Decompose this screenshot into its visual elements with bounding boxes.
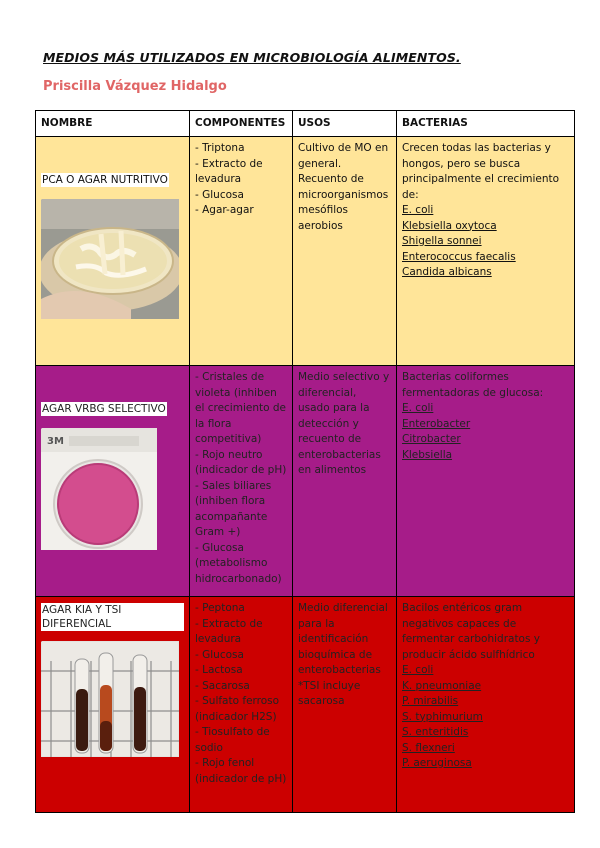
use-item: Recuento de microorganismos mesófilos aerobios (298, 173, 389, 232)
bacteria-link[interactable]: E. coli (402, 402, 434, 414)
bacteria-intro: Crecen todas las bacterias y hongos, pero se busca principalmente el crecimiento de: (402, 142, 560, 201)
author-name: Priscilla Vázquez Hidalgo (43, 79, 227, 94)
component-item: - Extracto de levadura (195, 617, 263, 645)
component-item: - Sacarosa (195, 679, 250, 692)
components-cell (190, 137, 293, 366)
bacteria-intro: Bacterias coliformes fermentadoras de glucosa: (402, 371, 544, 399)
pca-plate-photo (41, 199, 184, 325)
bacteria-cell (397, 597, 575, 813)
bacteria-link[interactable]: S. typhimurium (402, 710, 483, 723)
header-bacterias: BACTERIAS (397, 111, 575, 137)
uses-cell (293, 597, 397, 813)
bacteria-link[interactable]: P. mirabilis (402, 695, 459, 707)
document-title: MEDIOS MÁS UTILIZADOS EN MICROBIOLOGÍA ALIMENTOS. (43, 50, 461, 65)
component-item: - Glucosa (metabolismo hidrocarbonado) (195, 541, 282, 585)
component-item: - Sales biliares (inhiben flora acompañante Gram +) (195, 479, 272, 538)
component-item: - Extracto de levadura (195, 157, 263, 185)
bacteria-link[interactable]: Candida albicans (402, 266, 492, 278)
medium-name: AGAR KIA Y TSI DIFERENCIAL (41, 603, 184, 631)
bacteria-link[interactable]: S. flexneri (402, 741, 455, 754)
bacteria-link[interactable]: E. coli (402, 664, 434, 676)
component-item: - Peptona (195, 602, 245, 614)
use-item: *TSI incluye sacarosa (298, 679, 361, 707)
use-item: Cultivo de MO en general. (298, 142, 389, 170)
kia-tsi-tubes-photo (41, 641, 184, 763)
bacteria-link[interactable]: Klebsiella oxytoca (402, 219, 497, 232)
components-cell (190, 366, 293, 597)
component-item: - Sulfato ferroso (indicador H2S) (195, 695, 280, 723)
bacteria-link[interactable]: P. aeruginosa (402, 757, 472, 769)
component-item: - Glucosa (195, 188, 244, 201)
media-table (35, 110, 575, 813)
header-componentes: COMPONENTES (190, 111, 293, 137)
component-item: - Glucosa (195, 648, 244, 661)
component-item: - Tiosulfato de sodio (195, 726, 270, 754)
bacteria-cell (397, 366, 575, 597)
bacteria-link[interactable]: Enterococcus faecalis (402, 250, 516, 263)
component-item: - Rojo neutro (indicador de pH) (195, 448, 287, 476)
vrbg-plate-photo (41, 428, 184, 556)
component-item: - Cristales de violeta (inhiben el crecimiento de la flora competitiva) (195, 371, 286, 445)
component-item: - Agar-agar (195, 204, 254, 216)
bacteria-link[interactable]: Klebsiella (402, 448, 453, 461)
brand-label: 3M (47, 435, 64, 447)
medium-name: AGAR VRBG SELECTIVO (42, 403, 166, 415)
table-row (36, 137, 575, 366)
component-item: - Lactosa (195, 664, 243, 676)
components-cell (190, 597, 293, 813)
medium-name: PCA O AGAR NUTRITIVO (42, 174, 168, 186)
component-item: - Rojo fenol (indicador de pH) (195, 757, 287, 785)
bacteria-intro: Bacilos entéricos gram negativos capaces de fermentar carbohidratos y producir ácido sulfhídrico (402, 602, 541, 661)
bacteria-link[interactable]: Shigella sonnei (402, 235, 482, 247)
uses-cell (293, 137, 397, 366)
bacteria-link[interactable]: K. pneumoniae (402, 679, 482, 692)
bacteria-cell (397, 137, 575, 366)
name-cell (36, 597, 190, 813)
bacteria-link[interactable]: Citrobacter (402, 433, 461, 445)
table-row (36, 366, 575, 597)
bacteria-link[interactable]: E. coli (402, 204, 434, 216)
component-item: - Triptona (195, 142, 245, 154)
name-cell (36, 366, 190, 597)
header-nombre: NOMBRE (36, 111, 190, 137)
bacteria-link[interactable]: Enterobacter (402, 417, 471, 430)
bacteria-link[interactable]: S. enteritidis (402, 726, 469, 738)
table-header-row (36, 111, 575, 137)
table-row (36, 597, 575, 813)
use-item: Medio selectivo y diferencial, usado para la detección y recuento de enterobacterias en alimentos (298, 371, 390, 476)
header-usos: USOS (293, 111, 397, 137)
use-item: Medio diferencial para la identificación bioquímica de enterobacterias (298, 602, 388, 676)
uses-cell (293, 366, 397, 597)
name-cell (36, 137, 190, 366)
